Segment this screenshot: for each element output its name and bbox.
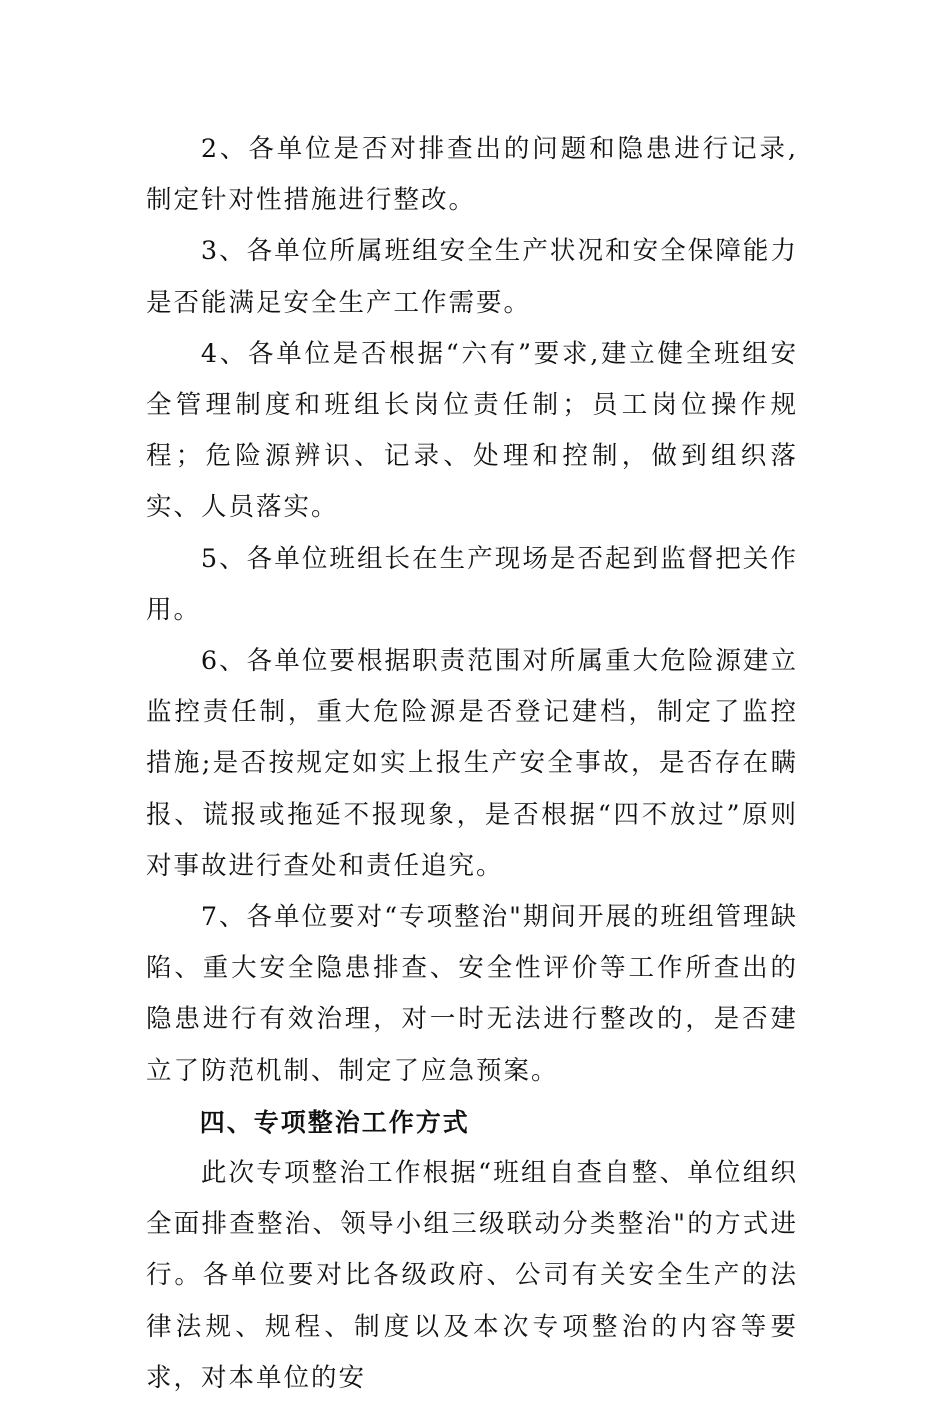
item-7-paragraph: 7、各单位要对“专项整治"期间开展的班组管理缺陷、重大安全隐患排查、安全性评价等工作所查出的隐患进行有效治理，对一时无法进行整改的，是否建立了防范机制、制定了应急预案。	[146, 902, 798, 1086]
item-3-paragraph: 3、各单位所属班组安全生产状况和安全保障能力是否能满足安全生产工作需要。	[146, 236, 798, 318]
item-4-paragraph: 4、各单位是否根据“六有”要求,建立健全班组安全管理制度和班组长岗位责任制；员工岗位操作规程；危险源辨识、记录、处理和控制，做到组织落实、人员落实。	[146, 338, 798, 523]
item-2-paragraph: 2、各单位是否对排查出的问题和隐患进行记录,制定针对性措施进行整改。	[146, 134, 798, 216]
document-page	[146, 124, 798, 1404]
item-6-paragraph: 6、各单位要根据职责范围对所属重大危险源建立监控责任制，重大危险源是否登记建档，制定了监控措施;是否按规定如实上报生产安全事故，是否存在瞒报、谎报或拖延不报现象，是否根据“四不放过”原则对事故进行查处和责任追究。	[146, 646, 798, 881]
section-heading: 四、专项整治工作方式	[199, 1107, 470, 1137]
section-body-paragraph: 此次专项整治工作根据“班组自查自整、单位组织全面排查整治、领导小组三级联动分类整治"的方式进行。各单位要对比各级政府、公司有关安全生产的法律法规、规程、制度以及本次专项整治的内容等要求，对本单位的安	[146, 1158, 798, 1393]
item-5-paragraph: 5、各单位班组长在生产现场是否起到监督把关作用。	[146, 543, 798, 625]
